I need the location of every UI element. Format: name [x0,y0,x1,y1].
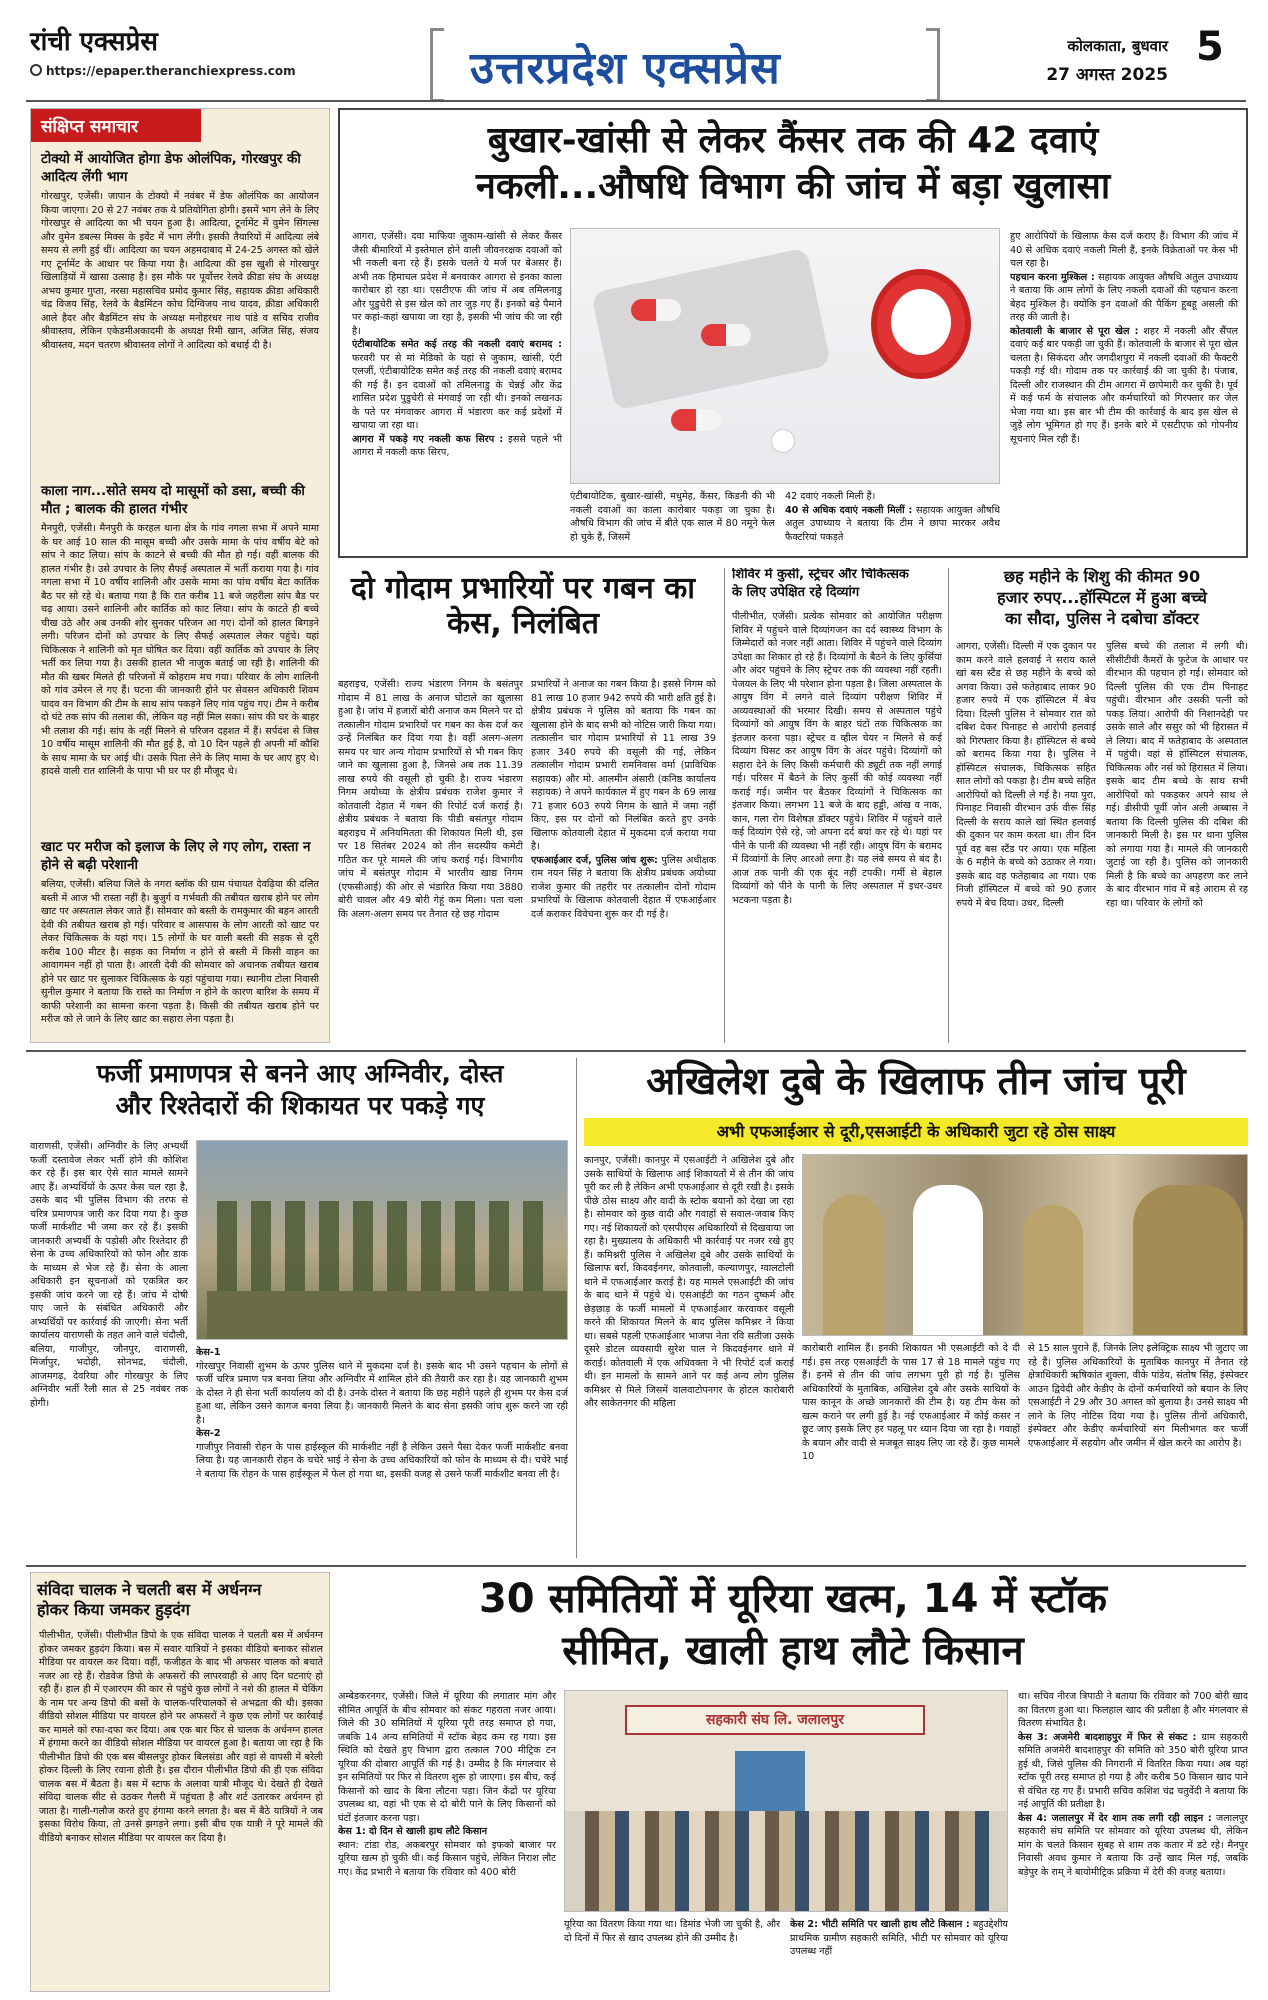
agniveer-story [30,1058,570,1558]
agniveer-headline-1: फर्जी प्रमाणपत्र से बनने आए अग्निवीर, दोस्त [96,1059,504,1088]
city-day: कोलकाता, बुधवार [1067,37,1168,55]
lead-subhead-1: एंटीबायोटिक समेत कई तरह की नकली दवाएं बरामद : [352,339,562,350]
lead-story [338,108,1248,558]
lead-col-3: हुए आरोपियों के खिलाफ केस दर्ज कराए हैं। विभाग की जांच में 40 से अधिक दवाएं नकली मिली हैं, इनके विक्रेताओं पर केस भी चल रहा है। पहचान करना मुश्किल : सहायक आयुक्त औषधि अतुल उपाध्याय ने बताया कि आम लोगों के लिए नकली दवाओं की पहचान करना बेहद मुश्किल है। क्योंकि इन दवाओं की पैकिंग हूबहू असली की तरह की जाती है। कोतवाली के बाजार से पूरा खेल : शहर में नकली और सैंपल दवाएं कई बार पकड़ी जा चुकी हैं। कोतवाली के बाजार से पूरा खेल चलता है। सिकंदरा और जगदीशपुरा में नकली दवाओं की फैक्टरी पकड़ी गई थी। गोदाम तक पर कार्रवाई की जा चुकी है। पंजाब, दिल्ली और राजस्थान की टीम आगरा में छापेमारी कर चुकी है। पूर्व में कई फर्म के संचालक और कर्मचारियों को गिरफ्तार कर जेल भेजा गया था। इस बार भी टीम की कार्रवाई के बाद इस खेल से जुड़े लोग भूमिगत हो गए हैं। इनके बारे में एसटीएफ को गोपनीय सूचनाएं मिल रही हैं। [1010,231,1238,445]
epaper-url[interactable]: https://epaper.theranchiexpress.com [30,64,296,78]
conductor-headline-1: संविदा चालक ने चलती बस में अर्धनग्न [37,1580,262,1599]
banner-bracket-right [926,28,940,102]
urea-case3-label: केस 3: अजमेरी बादशाहपुर में फिर से संकट : [1018,1731,1197,1743]
section-title: उत्तरप्रदेश एक्सप्रेस [470,43,781,94]
urea-under-photo-1: यूरिया का वितरण किया गया था। डिमांड भेजी जा चुकी है, और दो दिनों में फिर से खाद उपलब्ध होने की उम्मीद है। [564,1919,780,1944]
alarm-clock-icon [871,269,971,379]
agniveer-cases: केस-1 गोरखपुर निवासी शुभम के ऊपर पुलिस थाने में मुकदमा दर्ज है। इसके बाद भी उसने पहचान के लोगों से फर्जी चरित्र प्रमाण पत्र बनवा लिया और अग्निवीर में शामिल होने की तैयारी कर रहा है। यह जानकारी शुभम के दोस्त ने ही सेना भर्ती कार्यालय को दी है। उनके दोस्त ने बताया कि छह महीने पहले ही शुभम पर केस दर्ज हुआ था, लेकिन उसने कागज बनवा लिया है। जानकारी मिलने के बाद सेना इसकी जांच शुरू करने जा रही है। केस-2 गाजीपुर निवासी रोहन के पास हाईस्कूल की मार्कशीट नहीं है लेकिन उसने पैसा देकर फर्जी मार्कशीट बनवा लिया है। यह जानकारी रोहन के चचेरे भाई ने सेना के उच्च अधिकारियों को फोन के माध्यम से दी। चचेरे भाई ने बताया कि रोहन के पास हाईस्कूल में फेल हो गया था, इसकी वजह से उसने फर्जी मार्कशीट बनवा ली है। [196,1347,568,1480]
divider [724,568,725,1043]
akhilesh-col-2: कारोबारी शामिल हैं। इनकी शिकायत भी एसआईटी को दे दी गई। इस तरह एसआईटी के पास 17 से 18 मामले पहुंच गए हैं। इनमें से तीन की जांच लगभग पूरी हो गई है। पुलिस अधिकारियों के मुताबिक, अखिलेश दुबे और उसके साथियों के पास कानून के अच्छे जानकारों की टीम है। यह टीम केस को खत्म कराने पर लगी हुई है। नई एफआईआर में कोई कसर न छूट जाए इसके लिए हर पहलू पर ध्यान दिया जा रहा है। गवाहों के बयान और वादी से मजबूत साक्ष्य लिए जा रहे हैं। कुछ मामले 10 [802,1343,1020,1462]
brief-column [30,108,330,1043]
case1-label: केस-1 [196,1347,221,1358]
baby-col-2: पुलिस बच्चे की तलाश में लगी थी। सीसीटीवी कैमरों के फुटेज के आधार पर वीरभान की पहचान हो गई। सोमवार को दिल्ली पुलिस की एक टीम पिनाहट पहुंची। वीरभान और उसकी पत्नी को पकड़ लिया। आरोपी की निशानदेही पर उसके साले और ससुर को भी हिरासत में ले लिया। बाद में फतेहाबाद के अस्पताल में पहुंची। वहां से हॉस्पिटल संचालक, चिकित्सक और नर्स को हिरासत में लिया। इसके बाद टीम बच्चे के साथ सभी आरोपियों को पकड़कर अपने साथ ले गई। डीसीपी पूर्वी जोन अली अब्बास ने बताया कि दिल्ली पुलिस की दबिश की जानकारी मिली है। इस पर थाना पुलिस को लगाया गया है। मामले की जानकारी जुटाई जा रही है। पुलिस को जानकारी मिली है कि बच्चे का अपहरण कर लाने के बाद वीरभान गांव में बड़े आराम से रह रहा था। परिवार के लोगों को [1106,641,1248,909]
pill-red-icon [701,324,751,346]
urea-case1-label: केस 1: दो दिन से खाली हाथ लौटे किसान [338,1826,488,1837]
agniveer-photo-soldiers [196,1140,568,1340]
samiti-signboard: सहकारी संघ लि. जलालपुर [625,1705,925,1735]
lead-under-photo: एंटीबायोटिक, बुखार-खांसी, मधुमेह, कैंसर, किडनी की भी नकली दवाओं का काला कारोबार पकड़ा जा चुका है। औषधि विभाग की जांच में बीते एक साल में 80 नमूने फेल हो चुके हैं, जिसमें 42 दवाएं नकली मिली हैं। 40 से अधिक दवाएं नकली मिलीं : सहायक आयुक्त औषधि अतुल उपाध्याय ने बताया कि टीम ने छापा मारकर अवैध फैक्टरियां पकड़ते [570,491,1000,543]
dateline [968,36,1168,85]
date: 27 अगस्त 2025 [1046,65,1168,85]
baby-headline-2: हजार रुपए...हॉस्पिटल में हुआ बच्चे [997,588,1207,607]
lead-subhead-3: 40 से अधिक दवाएं नकली मिलीं : [785,504,913,516]
lead-headline-1: बुखार-खांसी से लेकर कैंसर तक की 42 दवाएं [487,120,1099,161]
brief-title-1: टोक्यो में आयोजित होगा डेफ ओलंपिक, गोरखपुर की आदित्य लेंगी भाग [41,151,301,185]
globe-icon [30,64,42,76]
lead-subhead-5: कोतवाली के बाजार से पूरा खेल : [1010,325,1139,337]
baby-story [956,568,1248,1043]
camp-headline-2: के लिए उपेक्षित रहे दिव्यांग [732,585,860,600]
godown-story [338,568,718,1043]
conductor-body: पीलीभीत, एजेंसी। पीलीभीत डिपो के एक संविदा चालक ने चलती बस में अर्धनग्न होकर जमकर हुड़दंग किया। बस में सवार यात्रियों ने इसका वीडियो बनाकर सोशल मीडिया पर वायरल कर दिया। वहीं, फजीहत के बाद भी अफसर चालक को बचाते नजर आ रहे हैं। रोडवेज डिपो के अफसरों की लापरवाही से आए दिन घटनाएं हो रही हैं। हाल ही में एआरएम की कार से पहुंचे कुछ लोगों ने नशे की हालत में चेकिंग के नाम पर अन्य डिपो की बसों के चालक-परिचालकों से अभद्रता की थी। इसका वीडियो सोशल मीडिया पर वायरल होने पर अफसरों ने कुछ एक लोगों पर कार्रवाई कर मामले को रफा-दफा कर दिया। अब एक बार फिर से चालक के अर्धनग्न हालत में हंगामा करने का वीडियो सोशल मीडिया पर वायरल हुआ है। बताया जा रहा है कि पीलीभीत डिपो की एक बस बीसलपुर होकर बिलसंडा और वहां से वापसी में बरेली होकर दिल्ली के लिए रवाना होती है। इस दौरान पीलीभीत डिपो की ही एक संविदा चालक बस में बैठता है। बस में स्टाफ के अलावा यात्री मौजूद थे। देखते ही देखते संविदा चालक सीट से उठकर गैलरी में पहुंचता है और शर्ट उतारकर अर्धनग्न हो जाता है। गाली-गलौज करते हुए हंगामा करने लगता है। बस में बैठे यात्रियों ने जब इसका विरोध किया, तो उनसे झगड़ने लगा। इसी बीच एक यात्री ने पूरे मामले की वीडियो बनाकर सोशल मीडिया पर वायरल कर दिया है। [39,1630,323,1844]
case2-label: केस-2 [196,1428,221,1439]
akhilesh-headline: अखिलेश दुबे के खिलाफ तीन जांच पूरी [646,1059,1186,1103]
conductor-headline-2: होकर किया जमकर हुड़दंग [37,1600,190,1619]
akhilesh-col-1: कानपुर, एजेंसी। कानपुर में एसआईटी ने अखिलेश दुबे और उसके साथियों के खिलाफ आई शिकायतों में से तीन की जांच पूरी कर ली है लेकिन अभी एफआईआर से दूरी रखी है। इसके पीछे ठोस साक्ष्य और वादी के स्टोक बयानों को देखा जा रहा है। सोमवार को कुछ वादी और गवाहों से सवाल-जवाब किए गए। नई शिकायतों को एसपीएस अधिकारियों से दिखवाया जा रहा है। मुख्यालय के अधिकारी भी कार्रवाई पर नजर रखे हुए हैं। कमिश्नरी पुलिस ने अखिलेश दुबे और उसके साथियों के खिलाफ बर्रा, किदवईनगर, कोतवाली, कल्याणपुर, ग्वालटोली थाने में एफआईआर कराई है। यह मामले एसआईटी की जांच के बाद थाने में पहुंचे थे। एसआईटी का गठन दुष्कर्म और छेड़छाड़ के फर्जी मामलों में एफआईआर करवाकर वसूली करने की शिकायत मिलने के बाद पुलिस कमिश्नर ने किया था। सबसे पहली एफआईआर भाजपा नेता रवि सतीजा उसके दूसरे डोटल व्यवसायी सुरेश पाल ने किदवईनगर थाने में कराई। कोतवाली में एक अधिवक्ता ने भी रिपोर्ट दर्ज कराई थी। इन मामलों के सामने आने पर कई अन्य लोग पुलिस कमिश्नर से मिले जिसमें वालवाटोपनगर के होटल कारोबारी और साकेतनगर की महिला [584,1155,794,1409]
camp-headline-1: शिविर में कुर्सी, स्ट्रेचर और चिकित्सक [732,568,909,582]
section-banner [430,28,940,102]
divider [948,568,949,1043]
akhilesh-subhead: अभी एफआईआर से दूरी,एसआईटी के अधिकारी जुटा रहे ठोस साक्ष्य [584,1118,1248,1146]
brief-body-1: गोरखपुर, एजेंसी। जापान के टोक्यो में नवंबर में डेफ ओलंपिक का आयोजन किया जाएगा। 20 से 27 नवंबर तक ये प्रतियोगिता होगी। इसमें भाग लेने के लिए गोरखपुर से आदित्या का भी चयन हुआ है। आदित्या, टूर्नामेंट में वुमेन सिंगल्स और वुमेन डबल्स मिक्स के इवेंट में भाग लेंगी। इसकी तैयारियों में आदित्या लंबे समय से लगी हुई थीं। आदित्या का चयन अहमदाबाद में 24-25 अगस्त को खेले गए टूर्नामेंट के आधार पर किया गया है। आदित्या की इस खुशी से गोरखपुर खिलाड़ियों में खासा उत्साह है। इस मौके पर पूर्वोत्तर रेलवे क्रीडा संघ के अध्यक्ष अभय कुमार गुप्ता, नरसा महासचिव प्रमोद कुमार सिंह, सहायक क्रीडा अधिकारी चंद्र विजय सिंह, रेलवे के बैडमिंटन कोच दिग्विजय नाथ यादव, क्रीडा अधिकारी आले हैदर और बैडमिंटन संघ के अध्यक्ष मनोहरधर नाथ पांडे व सचिव राजीव श्रीवास्तव, लेकिन एकेडमीअकादमी के अध्यक्ष रिमी खान, अजित सिंह, संजय श्रीवास्तव, मदन चतरण श्रीवास्तव लोगों ने आदित्या को बधाई दी है। [41,191,319,351]
akhilesh-col-3: से 15 साल पुराने हैं, जिनके लिए इलेक्ट्रिक साक्ष्य भी जुटाए जा रहे हैं। पुलिस अधिकारियों के मुताबिक कानपुर में तैनात रहे क्षेत्राधिकारी ऋषिकांत शुक्ला, वीके पांडेय, संतोष सिंह, इंस्पेक्टर आउन द्विवेदी और केडीए के दोनों कर्मचारियों को बयान के लिए एसआईटी ने 29 और 30 अगस्त को बुलाया है। उनसे साक्ष्य भी लाने के लिए नोटिस दिया गया है। पुलिस तीनों अधिकारी, इंस्पेक्टर और केडीए कर्मचारियों संग मिलीभगत कर फर्जी एफआईआर में सहयोग और जमीन में खेल करने का आरोप है। [1028,1343,1248,1449]
godown-col-2: प्रभारियों ने अनाज का गबन किया है। इससे निगम को 81 लाख 10 हजार 942 रुपये की भारी क्षति हुई है। क्षेत्रीय प्रबंधक ने पुलिस को बताया कि गबन का खुलासा होने के बाद सभी को नोटिस जारी किया गया। तत्कालीन चार गोदाम प्रभारियों से 11 लाख 39 हजार 340 रुपये की वसूली की गई, लेकिन तत्कालीन गोदाम प्रभारी रामनिवास वर्मा (प्राविधिक सहायक) और मो. आलमीन अंसारी (कनिष्ठ कार्यालय सहायक) ने अपने कार्यकाल में हुए गबन के 69 लाख 71 हजार 603 रुपये निगम के खाते में जमा नहीं किए, इस पर दोनों को निलंबित करते हुए उनके खिलाफ कोतवाली देहात में मुकदमा दर्ज कराया गया है। एफआईआर दर्ज, पुलिस जांच शुरू: पुलिस अधीक्षक राम नयन सिंह ने बताया कि क्षेत्रीय प्रबंधक अयोध्या राजेश कुमार की तहरीर पर तत्कालीन दोनों गोदाम प्रभारियों के खिलाफ कोतवाली देहात में एफआईआर दर्ज कराकर विवेचना शुरू कर दी गई है। [531,679,716,920]
baby-headline-1: छह महीने के शिशु की कीमत 90 [1003,568,1201,586]
godown-subhead: एफआईआर दर्ज, पुलिस जांच शुरू: [531,854,658,866]
conductor-story [30,1572,330,1992]
logo: रांची एक्सप्रेस [30,27,159,57]
urea-col-3: था। सचिव नीरज त्रिपाठी ने बताया कि रविवार को 700 बोरी खाद का वितरण हुआ था। फिलहाल खाद की प्रतीक्षा है और मंगलवार से वितरण संभावित है। केस 3: अजमेरी बादशाहपुर में फिर से संकट : ग्राम सहकारी समिति अजमेरी बादशाहपुर की समिति को 350 बोरी यूरिया प्राप्त हुई थी, जिसे पुलिस की निगरानी में वितरित किया गया। अब यहां स्टॉक पूरी तरह समाप्त हो गया है और करीब 50 किसान खाद पाने से वंचित रह गए हैं। प्रभारी सचिव कशिश चंद्र चतुर्वेदी ने बताया कि नई आपूर्ति की प्रतीक्षा है। केस 4: जलालपुर में देर शाम तक लगी रही लाइन : जलालपुर सहकारी संघ समिति पर सोमवार को यूरिया उपलब्ध थी, लेकिन मांग के चलते किसान सुबह से शाम तक कतार में डटे रहे। मैनपुर निवासी अवध कुमार ने बताया कि उन्हें खाद मिल गई, जबकि बड़ेपुर के राम् ने बायोमीट्रिक प्रक्रिया में देरी की वजह बताया। [1018,1691,1248,1878]
page-number: 5 [1196,24,1224,70]
header-rule [26,100,1246,102]
pill-white-icon [771,429,795,453]
camp-story [732,568,942,1043]
urea-case4-label: केस 4: जलालपुर में देर शाम तक लगी रही लाइन : [1018,1812,1212,1824]
urea-case2-label: केस 2: भीटी समिति पर खाली हाथ लौटे किसान : [790,1919,970,1930]
camp-body: पीलीभीत, एजेंसी। प्रत्येक सोमवार को आयोजित परीक्षण शिविर में पहुंचने वाले दिव्यांगजन का दर्द स्वास्थ्य विभाग के जिम्मेदारों को नजर नहीं आता। शिविर में पहुंचने वाले दिव्यांग उपेक्षा का शिकार हो रहे हैं। दिव्यांगों के बैठने के लिए कुर्सियां और अंदर पहुंचने के लिए स्ट्रेचर तक की व्यवस्था नहीं रहती। पेजयल के लिए भी परेशान होना पड़ता है। जिला अस्पताल के आयुष विंग में लगने वाले दिव्यांग परीक्षण शिविर में अव्यवस्थाओं की भरमार दिखी। समय से अस्पताल पहुंचे दिव्यांगों को आयुष विंग के बाहर घंटों तक चिकित्सक का इंतजार करना पड़ा। स्ट्रेचर व व्हील चेयर न मिलने से कई दिव्यांग घिसट कर आयुष विंग के अंदर पहुंचे। दिव्यांगों को सहारा देने के लिए किसी कर्मचारी की ड्यूटी तक नहीं लगाई गई। परिसर में बैठने के लिए कुर्सी की कोई व्यवस्था नहीं कराई गई। जमीन पर बैठकर दिव्यांगों ने चिकित्सक का इंतजार किया। लगभग 11 बजे के बाद हड्डी, आंख व नाक, कान, गला रोग विशेषज्ञ डॉक्टर पहुंचे। शिविर में पहुंचने वाले कई दिव्यांग ऐसे रहे, जो अपना दर्द बयां कर रहे थे। यहां पर पीने के पानी की व्यवस्था भी नहीं रही। आयुष विंग के बरामद में दिव्यांगों के लिए आरओ लगा है। यह लंबे समय से बंद है। आज तक पानी की एक बूंद नहीं टपकी। गर्मी से बेहाल दिव्यांगों को पीने के पानी के लिए अस्पताल में इधर-उधर भटकना पड़ता है। [732,611,942,906]
pill-red-icon [671,409,721,431]
divider [576,1058,577,1558]
akhilesh-photo-police [802,1154,1248,1336]
brief-title-3: खाट पर मरीज को इलाज के लिए ले गए लोग, रास्ता न होने से बढ़ी परेशानी [41,839,311,873]
brief-title-2: काला नाग...सोते समय दो मासूमों को डसा, बच्ची की मौत ; बालक की हालत गंभीर [41,483,305,517]
lead-photo-medicines [570,228,1000,484]
row-rule [26,1050,1246,1052]
urea-under-photo-2: केस 2: भीटी समिति पर खाली हाथ लौटे किसान : बहुउद्देशीय प्राथमिक ग्रामीण सहकारी समिति, भीटी पर सोमवार को यूरिया उपलब्ध नहीं [790,1919,1008,1957]
godown-col-1: बहराइच, एजेंसी। राज्य भंडारण निगम के बसंतपुर गोदाम में 81 लाख के अनाज घोटाले का खुलासा हुआ है। जांच में हजारों बोरी अनाज कम मिलने पर दो तत्कालीन गोदाम प्रभारियों पर गबन का केस दर्ज कर उन्हें निलंबित कर दिया गया है। वहीं अलग-अलग समय पर चार अन्य गोदाम प्रभारियों से भी गबन किए जाने का खुलासा हुआ है, जिनसे अब तक 11.39 लाख रुपये की वसूली हो चुकी है। राज्य भंडारण निगम अयोध्या के क्षेत्रीय प्रबंधक राजेश कुमार ने कोतवाली देहात में गबन की रिपोर्ट दर्ज कराई है। क्षेत्रीय प्रबंधक ने बताया कि पीडी बसंतपुर गोदाम बहराइच में अनियमितता की शिकायत मिली थी, इस पर 18 सितंबर 2024 को तीन सदस्यीय कमेटी गठित कर पूरे मामले की जांच कराई गई। विभागीय जांच में बसंतपुर गोदाम में भारतीय खाद्य निगम (एफसीआई) की ओर से भंडारित किया गया 3880 बोरी चावल और 49 बोरी गेहूं कम मिला। पता चला कि अलग-अलग समय पर तैनात रहे छह गोदाम [338,679,523,920]
pill-red-icon [631,299,681,321]
brief-label: संक्षिप्त समाचार [31,109,201,142]
baby-headline-3: का सौदा, पुलिस ने दबोचा डॉक्टर [1005,609,1199,628]
agniveer-col-1: वाराणसी, एजेंसी। अग्निवीर के लिए अभ्यर्थी फर्जी दस्तावेज लेकर भर्ती होने की कोशिश कर रहे हैं। इस बार ऐसे सात मामले सामने आए हैं। अभ्यर्थियों के ऊपर केस चल रहा है, उसके बाद भी पुलिस विभाग की तरफ से चरित्र प्रमाणपत्र जारी कर दिया गया है। कुछ फर्जी मार्कशीट भी जमा कर रहे हैं। इसकी जानकारी अभ्यर्थी के पड़ोसी और रिश्तेदार ही सेना के उच्च अधिकारियों को फोन और डाक के माध्यम से भेज रहे हैं। सेना के आला अधिकारी इन सूचनाओं को एकत्रित कर इसकी जांच करने जा रहे हैं। जांच में दोषी पाए जाने के संबंधित अधिकारी और अभ्यर्थियों पर कार्रवाई की जाएगी। सेना भर्ती कार्यालय वाराणसी के तहत आने वाले चंदौली, बलिया, गाजीपुर, जौनपुर, वाराणसी, मिर्जापुर, भदोही, सोनभद्र, चंदौली, आजमगढ़, देवरिया और गोरखपुर के लिए अग्निवीर भर्ती रैली सात से 25 नवंबर तक होगी। [30,1141,188,1409]
brief-body-2: मैनपुरी, एजेंसी। मैनपुरी के करहल थाना क्षेत्र के गांव नगला सभा में अपने मामा के घर आई 10 साल की मासूम बच्ची और उसके मामा के पांच वर्षीय बेटे को सांप ने काट लिया। सांप के काटने से बच्ची की मौत हो गई। वहीं बालक की हालत गंभीर है। उसे उपचार के लिए सैफई अस्पताल में भर्ती कराया गया है। गांव नगला सभा में 10 वर्षीय शालिनी और उसके मामा का पांच वर्षीय बेटा कार्तिक बैठ पर सो रहे थे। बताया गया है कि रात करीब 11 बजे जहरीला सांप बैड पर चढ़ आया। उसने शालिनी और कार्तिक को काट लिया। सांप के काटते ही बच्चे चीख उठे और अब उनकी शोर सुनकर परिजन आ गए। दोनों को हालत बिगड़ने लगी। परिजन दोनों को उपचार के लिए सैफई अस्पताल लेकर पहुंचे। यहां चिकित्सक ने शालिनी को मृत घोषित कर दिया। वहीं कार्तिक को उपचार के लिए भर्ती कर लिया गया है। उसकी हालत भी नाजुक बताई जा रही है। शालिनी की मौत की खबर मिलते ही परिजनों में कोहराम मच गया। परिवार के लोग शालिनी को गांव उमेरन ले गए हैं। घटना की जानकारी होने पर सेवसन अधिकारी शिवम यादव वन विभाग की टीम के साथ सांप पकड़ने लिए गांव पहुंच गए। टीम ने करीब दो घंटे तक सांप की तलाश की, लेकिन वह नहीं मिल सका। सांप की घर के बाहर भी तलाश की गई। सांप के नहीं मिलने से परिजन दहशत में हैं। सर्पदंश से जिस 10 वर्षीय मासूम शालिनी की मौत हुई है, वो 10 दिन पहले ही अपनी माँ कौशि के साथ मामा के घर आई थी। उसके पिता लेने के लिए मामा के घर आए हुए थे। हादसे वाली रात शालिनी के पापा भी घर पर ही मौजूद थे। [41,523,319,777]
brief-body-3: बलिया, एजेंसी। बलिया जिले के नगरा ब्लॉक की ग्राम पंचायत देवढ़िया की दलित बस्ती में आज भी रास्ता नहीं है। बुजुर्ग व गर्भवती की तबीयत खराब होने पर लोग खाट पर अस्पताल लेकर जाते हैं। सोमवार को बस्ती के रामकुमार की बहन आरती देवी की तबीयत खराब हो गई। परिवार व आसपास के लोग आरती को खाट पर लेकर चिकित्सक के यहां गए। 15 लोगों के घर वाली बस्ती की सड़क से दूरी करीब 100 मीटर है। सड़क का निर्माण न होने से बस्ती में किसी वाहन का आवागमन नहीं हो पाता है। आरती देवी की सोमवार को अचानक तबीयत खराब होने पर खाट पर सुलाकर चिकित्सक के यहां पहुंचाया गया। स्थानीय टोला निवासी सुनील कुमार ने बताया कि रास्ते का निर्माण न होने के कारण बारिश के समय में काफी परेशानी का सामना करना पड़ता है। किसी की तबीयत खराब होने पर मरीज को ले जाने के लिए खाट का सहारा लेना पड़ता है। [41,879,319,1025]
urea-photo-samiti [564,1690,1008,1912]
row-rule [26,1565,1246,1567]
urea-col-1: अम्बेडकरनगर, एजेंसी। जिले में यूरिया की लगातार मांग और सीमित आपूर्ति के बीच सोमवार को संकट गहराता नजर आया। जिले की 30 समितियों में यूरिया पूरी तरह समाप्त हो गया, जबकि 14 अन्य समितियों में स्टॉक बेहद कम रह गया। इस स्थिति को देखते हुए विभाग द्वारा तत्काल 700 मीट्रिक टन यूरिया की दोबारा आपूर्ति की गई है। उम्मीद है कि मंगलवार से इन समितियों पर फिर से वितरण शुरू हो जाएगा। इस बीच, कई किसानों को खाद के बिना लौटना पड़ा। जिन केंद्रों पर यूरिया उपलब्ध था, वहां भी एक से दो बोरी पाने के लिए किसानों को घंटों इंतजार करना पड़ा। केस 1: दो दिन से खाली हाथ लौटे किसान स्थान: टांडा रोड, अकबरपुर सोमवार को इफको बाजार पर यूरिया खत्म हो चुकी थी। कई किसान पहुंचे, लेकिन निराश लौट गए। केंद्र प्रभारी ने बताया कि रविवार को 400 बोरी [338,1691,556,1878]
godown-headline: दो गोदाम प्रभारियों पर गबन का केस, निलंबित [350,571,696,641]
agniveer-headline-2: और रिश्तेदारों की शिकायत पर पकड़े गए [115,1091,485,1120]
lead-headline-2: नकली...औषधि विभाग की जांच में बड़ा खुलासा [475,166,1111,207]
lead-subhead-4: पहचान करना मुश्किल : [1010,271,1095,283]
baby-col-1: आगरा, एजेंसी। दिल्ली में एक दुकान पर काम करने वाले हलवाई ने सराय काले खां बस स्टैंड से छह महीने के बच्चे को अगवा किया। उसे फतेहाबाद लाकर 90 हजार रुपये में एक हॉस्पिटल में बेच दिया। दिल्ली पुलिस ने सोमवार रात को दबिश देकर पिनाहट से आरोपी हलवाई को गिरफ्तार किया है। हॉस्पिटल से बच्चे को बरामद किया गया है। पुलिस ने हॉस्पिटल संचालक, चिकित्सक सहित सात लोगों को पकड़ा है। टीम बच्चे सहित आरोपियों को दिल्ली ले गई है। नया पुरा, पिनाहट निवासी वीरभान उर्फ वीरू सिंह दिल्ली के सराय काले खां स्थित हलवाई की दुकान पर काम करता था। तीन दिन पूर्व वह बस स्टैंड पर आया। एक महिला के 6 महीने के बच्चे को उठाकर ले गया। इसके बाद वह फतेहाबाद आ गया। एक निजी हॉस्पिटल में बच्चे को 90 हजार रुपये में बेच दिया। उधर, दिल्ली [956,641,1096,909]
banner-bracket-left [430,28,444,102]
urea-headline-2: सीमित, खाली हाथ लौटे किसान [562,1628,1024,1674]
lead-subhead-2: आगरा में पकड़े गए नकली कफ सिरप : [352,433,504,445]
lead-col-1: आगरा, एजेंसी। दवा माफिया जुकाम-खांसी से लेकर कैंसर जैसी बीमारियों में इस्तेमाल होने वाली जीवनरक्षक दवाओं को भी नकली बना रहे हैं। इसके चलते ये मर्ज पर बेअसर हैं। अभी तक हिमाचल प्रदेश में बनवाकर आगरा से इनका काला कारोबार हो रहा था। एसटीएफ की जांच में अब तमिलनाडु और पुडुचेरी से इस खेल को तार जुड़ गए हैं। इनको बड़े पैमाने पर कहां-कहां खपाया जा रहा है, इसकी भी जांच की जा रही है। एंटीबायोटिक समेत कई तरह की नकली दवाएं बरामद : फरवरी पर से मां मेडिको के यहां से जुकाम, खांसी, एंटी एलर्जी, एंटीबायोटिक समेत कई तरह की नकली दवाएं बरामद की गई हैं। इन दवाओं को तमिलनाडु के चेन्नई और केंद्र शासित प्रदेश पुडुचेरी से मंगवाई जा रही थी। इनको लखनऊ के पते पर मंगवाकर आगरा में भंडारण कर कई प्रदेशों में खपाया जा रहा था। आगरा में पकड़े गए नकली कफ सिरप : इससे पहले भी आगरा में नकली कफ सिरप, [352,231,562,458]
urea-headline-1: 30 समितियों में यूरिया खत्म, 14 में स्टॉक [478,1576,1108,1622]
urea-story [338,1572,1248,1992]
akhilesh-story [584,1058,1248,1558]
